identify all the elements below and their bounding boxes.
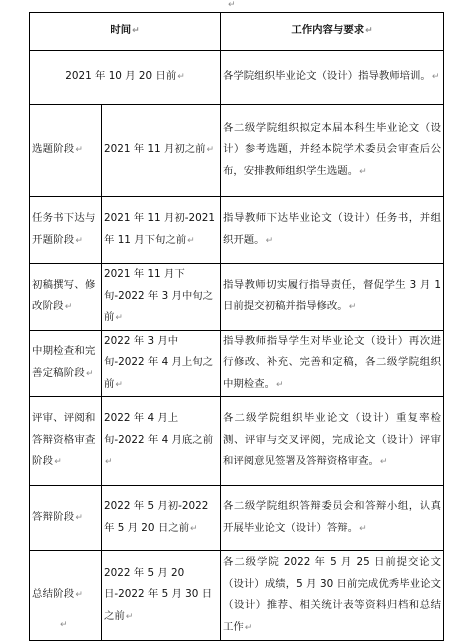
work-cell: 各二级学院组织毕业论文（设计）重复率检测、评审与交叉评阅，完成论文（设计）评审和评阅意见签署及答辩资格审查。 ↵	[221, 397, 444, 486]
time-cell: 2021 年 11 月初之前 ↵	[102, 105, 221, 197]
time-cell: 2021 年 11 月初-2021 年 11 月下旬之前 ↵	[102, 197, 221, 264]
work-cell: 指导教师指导学生对毕业论文（设计）再次进行修改、补充、完善和定稿，各二级学院组织中期检查。 ↵	[221, 330, 444, 397]
work-cell: 各学院组织毕业论文（设计）指导教师培训。 ↵	[221, 51, 444, 105]
paragraph-mark: ↵	[228, 0, 236, 10]
table-row	[30, 551, 444, 641]
table-row	[30, 105, 444, 197]
work-cell: 指导教师切实履行指导责任，督促学生 3 月 1 日前提交初稿并指导修改。 ↵	[221, 264, 444, 331]
time-cell: 2022 年 3 月中旬-2022 年 4 月上旬之前 ↵	[102, 330, 221, 397]
stage-cell: 任务书下达与开题阶段 ↵	[30, 197, 102, 264]
work-cell: 各二级学院组织拟定本届本科生毕业论文（设计）参考选题，并经本院学术委员会审查后公布，安排教师组织学生选题。 ↵	[221, 105, 444, 197]
table-header-row	[30, 13, 444, 51]
time-cell: 2021 年 10 月 20 日前 ↵	[30, 51, 221, 105]
work-cell: 指导教师下达毕业论文（设计）任务书，并组织开题。 ↵	[221, 197, 444, 264]
stage-cell: 初稿撰写、修改阶段 ↵	[30, 264, 102, 331]
header-work: 工作内容与要求 ↵	[221, 13, 444, 51]
time-cell: 2022 年 5 月 20 日-2022 年 5 月 30 日之前 ↵	[102, 551, 221, 641]
table-row	[30, 397, 444, 486]
stage-cell: 选题阶段 ↵	[30, 105, 102, 197]
time-cell: 2021 年 11 月下旬-2022 年 3 月中旬之前 ↵	[102, 264, 221, 331]
time-cell: 2022 年 5 月初-2022 年 5 月 20 日之前 ↵	[102, 486, 221, 551]
schedule-table	[29, 12, 444, 641]
work-cell: 各二级学院组织答辩委员会和答辩小组，认真开展毕业论文（设计）答辩。 ↵	[221, 486, 444, 551]
time-cell: 2022 年 4 月上旬-2022 年 4 月底之前 ↵	[102, 397, 221, 486]
stage-cell: 总结阶段 ↵	[30, 551, 102, 641]
work-cell: 各二级学院 2022 年 5 月 25 日前提交论文（设计）成绩，5 月 30 日前完成优秀毕业论文（设计）推荐、相关统计表等资料归档和总结工作 ↵	[221, 551, 444, 641]
stage-cell: 中期检查和完善定稿阶段 ↵	[30, 330, 102, 397]
table-row	[30, 51, 444, 105]
table-row	[30, 486, 444, 551]
table-row	[30, 330, 444, 397]
header-time: 时间 ↵	[30, 13, 221, 51]
paragraph-mark: ↵	[60, 620, 68, 630]
table-row	[30, 264, 444, 331]
stage-cell: 答辩阶段 ↵	[30, 486, 102, 551]
table-row	[30, 197, 444, 264]
stage-cell: 评审、评阅和答辩资格审查阶段 ↵	[30, 397, 102, 486]
